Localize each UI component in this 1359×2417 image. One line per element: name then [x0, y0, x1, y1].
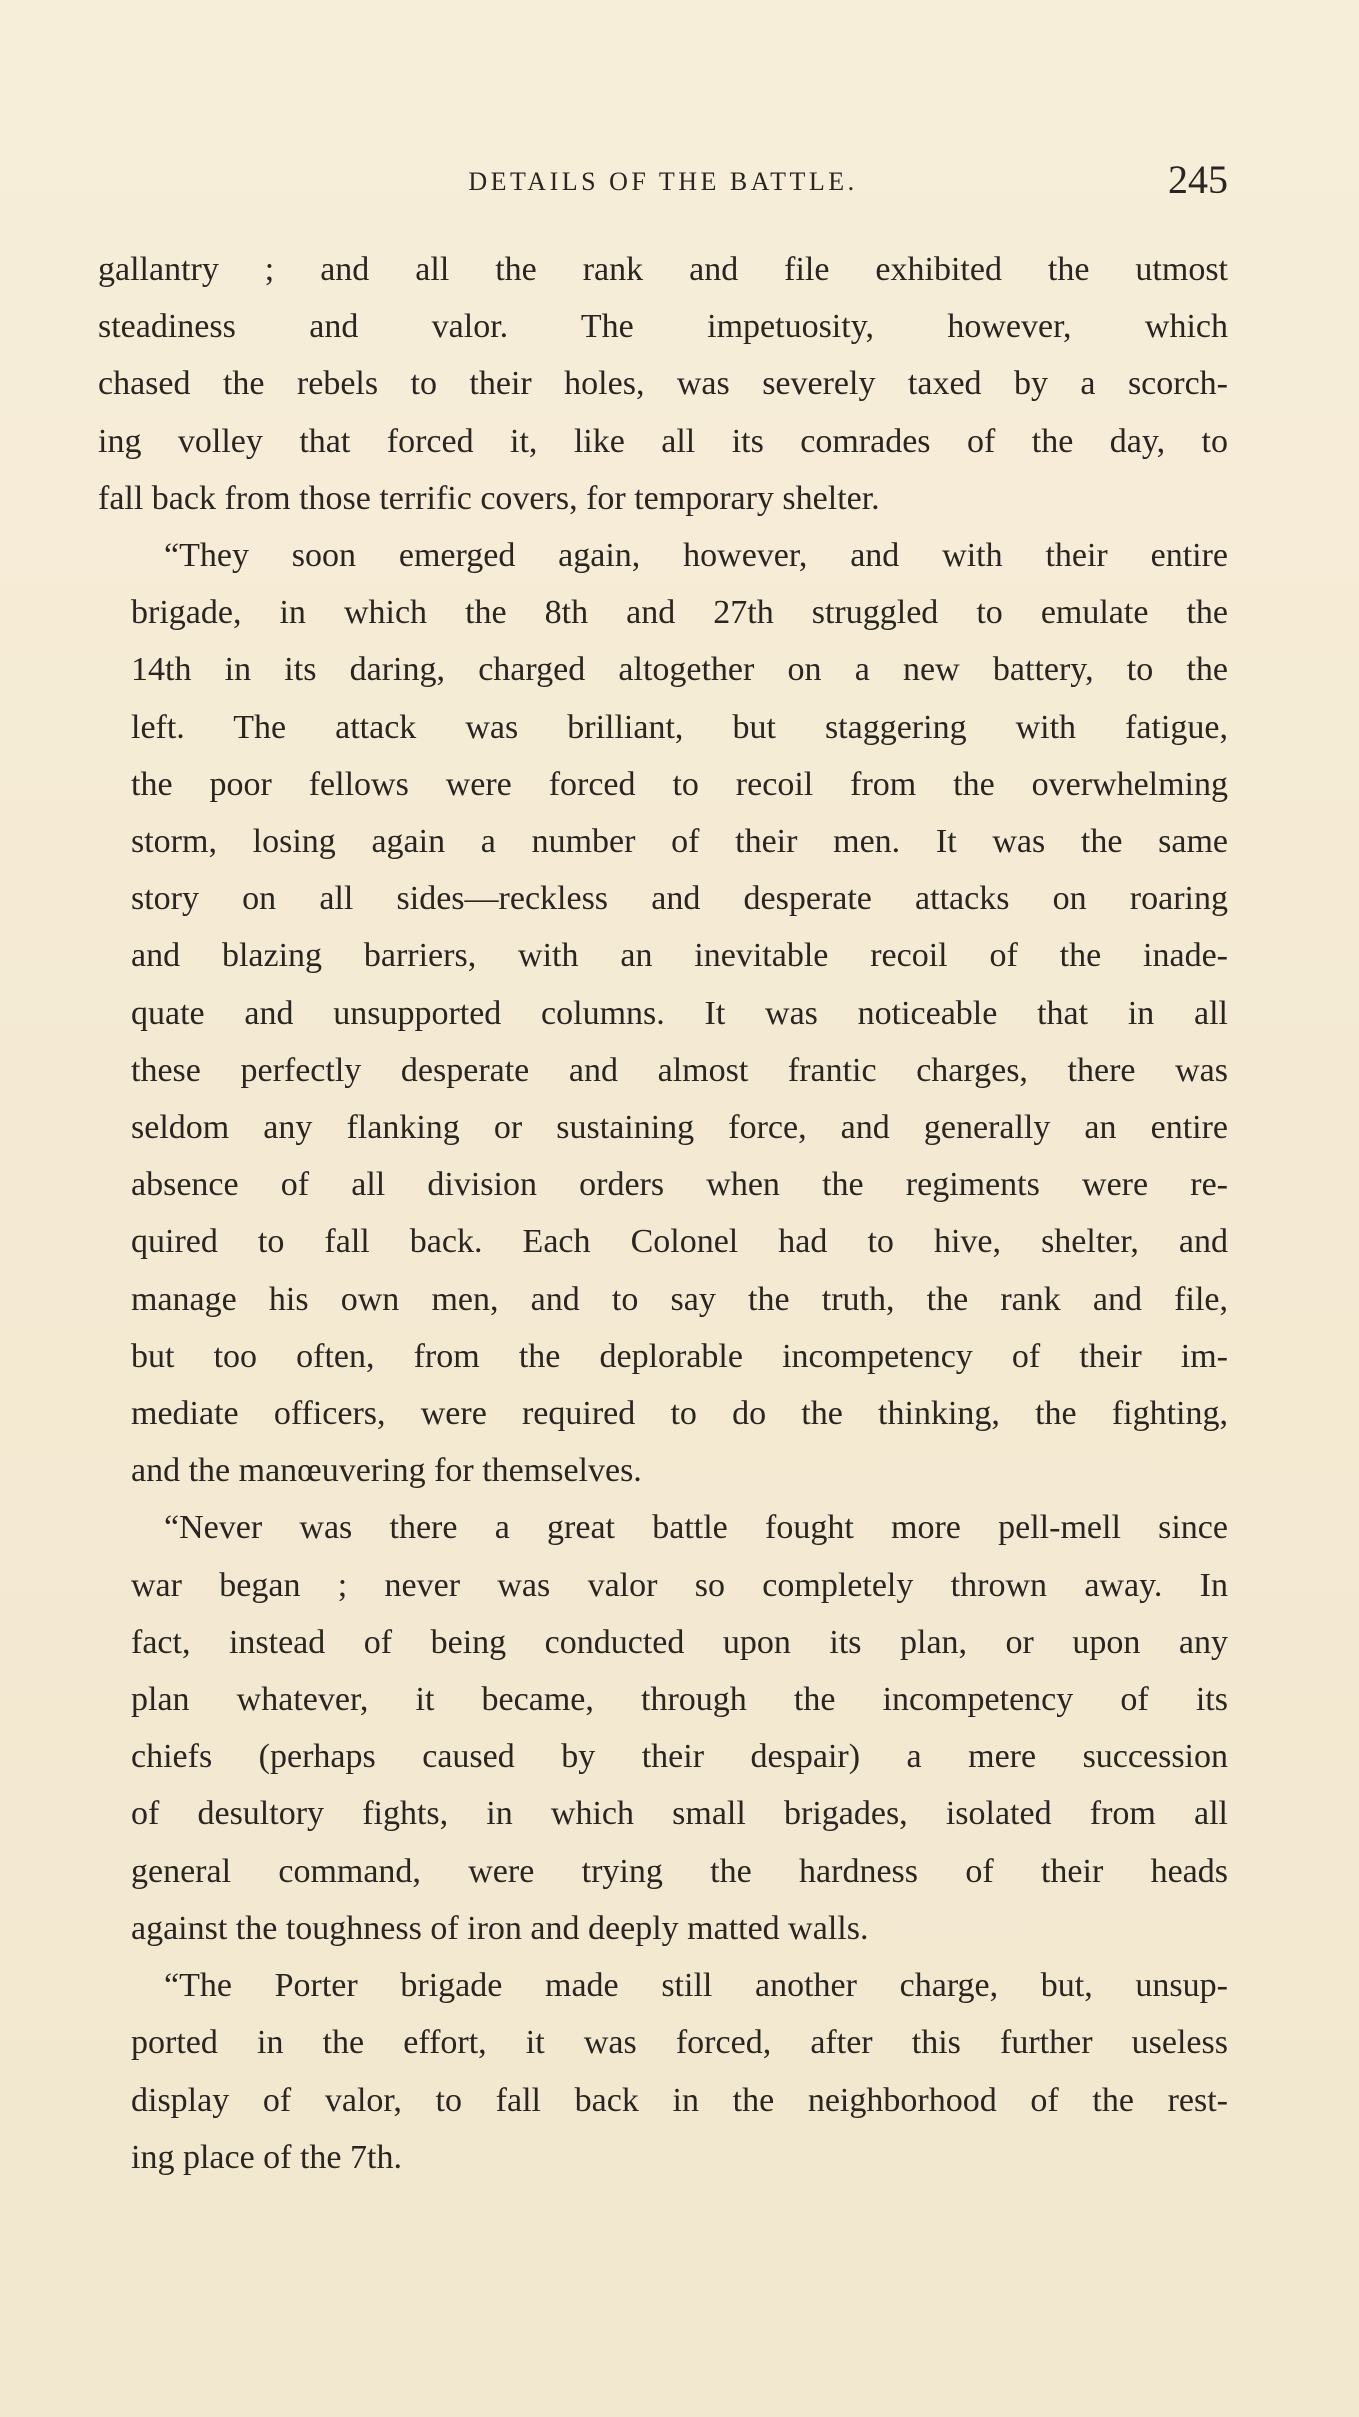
text-line: storm, losing again a number of their men. It was the same: [131, 823, 1228, 861]
text-line: but too often, from the deplorable incompetency of their im-: [131, 1337, 1228, 1375]
text-line: “Never was there a great battle fought more pell-mell since: [164, 1509, 1228, 1547]
text-line: and the manœuvering for themselves.: [131, 1452, 642, 1490]
text-line: 14th in its daring, charged altogether on a new battery, to the: [131, 651, 1228, 689]
text-line: mediate officers, were required to do the thinking, the fighting,: [131, 1395, 1228, 1433]
text-line: plan whatever, it became, through the incompetency of its: [131, 1681, 1228, 1719]
text-line: the poor fellows were forced to recoil from the overwhelming: [131, 765, 1228, 803]
text-line: “The Porter brigade made still another charge, but, unsup-: [164, 1967, 1228, 2005]
text-line: story on all sides—reckless and desperate attacks on roaring: [131, 880, 1228, 918]
text-line: brigade, in which the 8th and 27th struggled to emulate the: [131, 594, 1228, 632]
page-number: 245: [1168, 157, 1228, 202]
text-line: against the toughness of iron and deeply matted walls.: [131, 1909, 869, 1947]
paragraph: [98, 1499, 1228, 1957]
text-line: of desultory fights, in which small brigades, isolated from all: [131, 1795, 1228, 1833]
text-line: war began ; never was valor so completely thrown away. In: [131, 1566, 1228, 1604]
text-line: chiefs (perhaps caused by their despair) a mere succession: [131, 1738, 1228, 1776]
text-line: these perfectly desperate and almost frantic charges, there was: [131, 1051, 1228, 1089]
text-line: gallantry ; and all the rank and file exhibited the utmost: [98, 251, 1228, 288]
text-line: general command, were trying the hardness of their heads: [131, 1852, 1228, 1890]
text-line: and blazing barriers, with an inevitable recoil of the inade-: [131, 937, 1228, 975]
running-head: DETAILS OF THE BATTLE.: [468, 167, 858, 196]
text-line: chased the rebels to their holes, was severely taxed by a scorch-: [98, 365, 1228, 403]
text-line: quate and unsupported columns. It was noticeable that in all: [131, 994, 1228, 1032]
paragraph: [98, 241, 1228, 527]
text-line: display of valor, to fall back in the neighborhood of the rest-: [131, 2081, 1228, 2119]
body-text: [98, 241, 1228, 2186]
text-line: steadiness and valor. The impetuosity, however, which: [98, 308, 1228, 346]
paragraph: [98, 1957, 1228, 2186]
text-line: manage his own men, and to say the truth, the rank and file,: [131, 1280, 1228, 1318]
text-line: ing place of the 7th.: [131, 2138, 402, 2176]
text-line: ing volley that forced it, like all its comrades of the day, to: [98, 422, 1228, 460]
text-line: absence of all division orders when the regiments were re-: [131, 1166, 1228, 1204]
text-line: fact, instead of being conducted upon its plan, or upon any: [131, 1623, 1228, 1661]
text-line: quired to fall back. Each Colonel had to hive, shelter, and: [131, 1223, 1228, 1261]
page-header: [98, 158, 1228, 208]
text-line: fall back from those terrific covers, for temporary shelter.: [98, 479, 880, 517]
text-line: seldom any flanking or sustaining force, and generally an entire: [131, 1109, 1228, 1147]
text-line: left. The attack was brilliant, but staggering with fatigue,: [131, 708, 1228, 746]
text-line: “They soon emerged again, however, and with their entire: [164, 537, 1228, 575]
text-line: ported in the effort, it was forced, after this further useless: [131, 2024, 1228, 2062]
paragraph: [98, 527, 1228, 1499]
